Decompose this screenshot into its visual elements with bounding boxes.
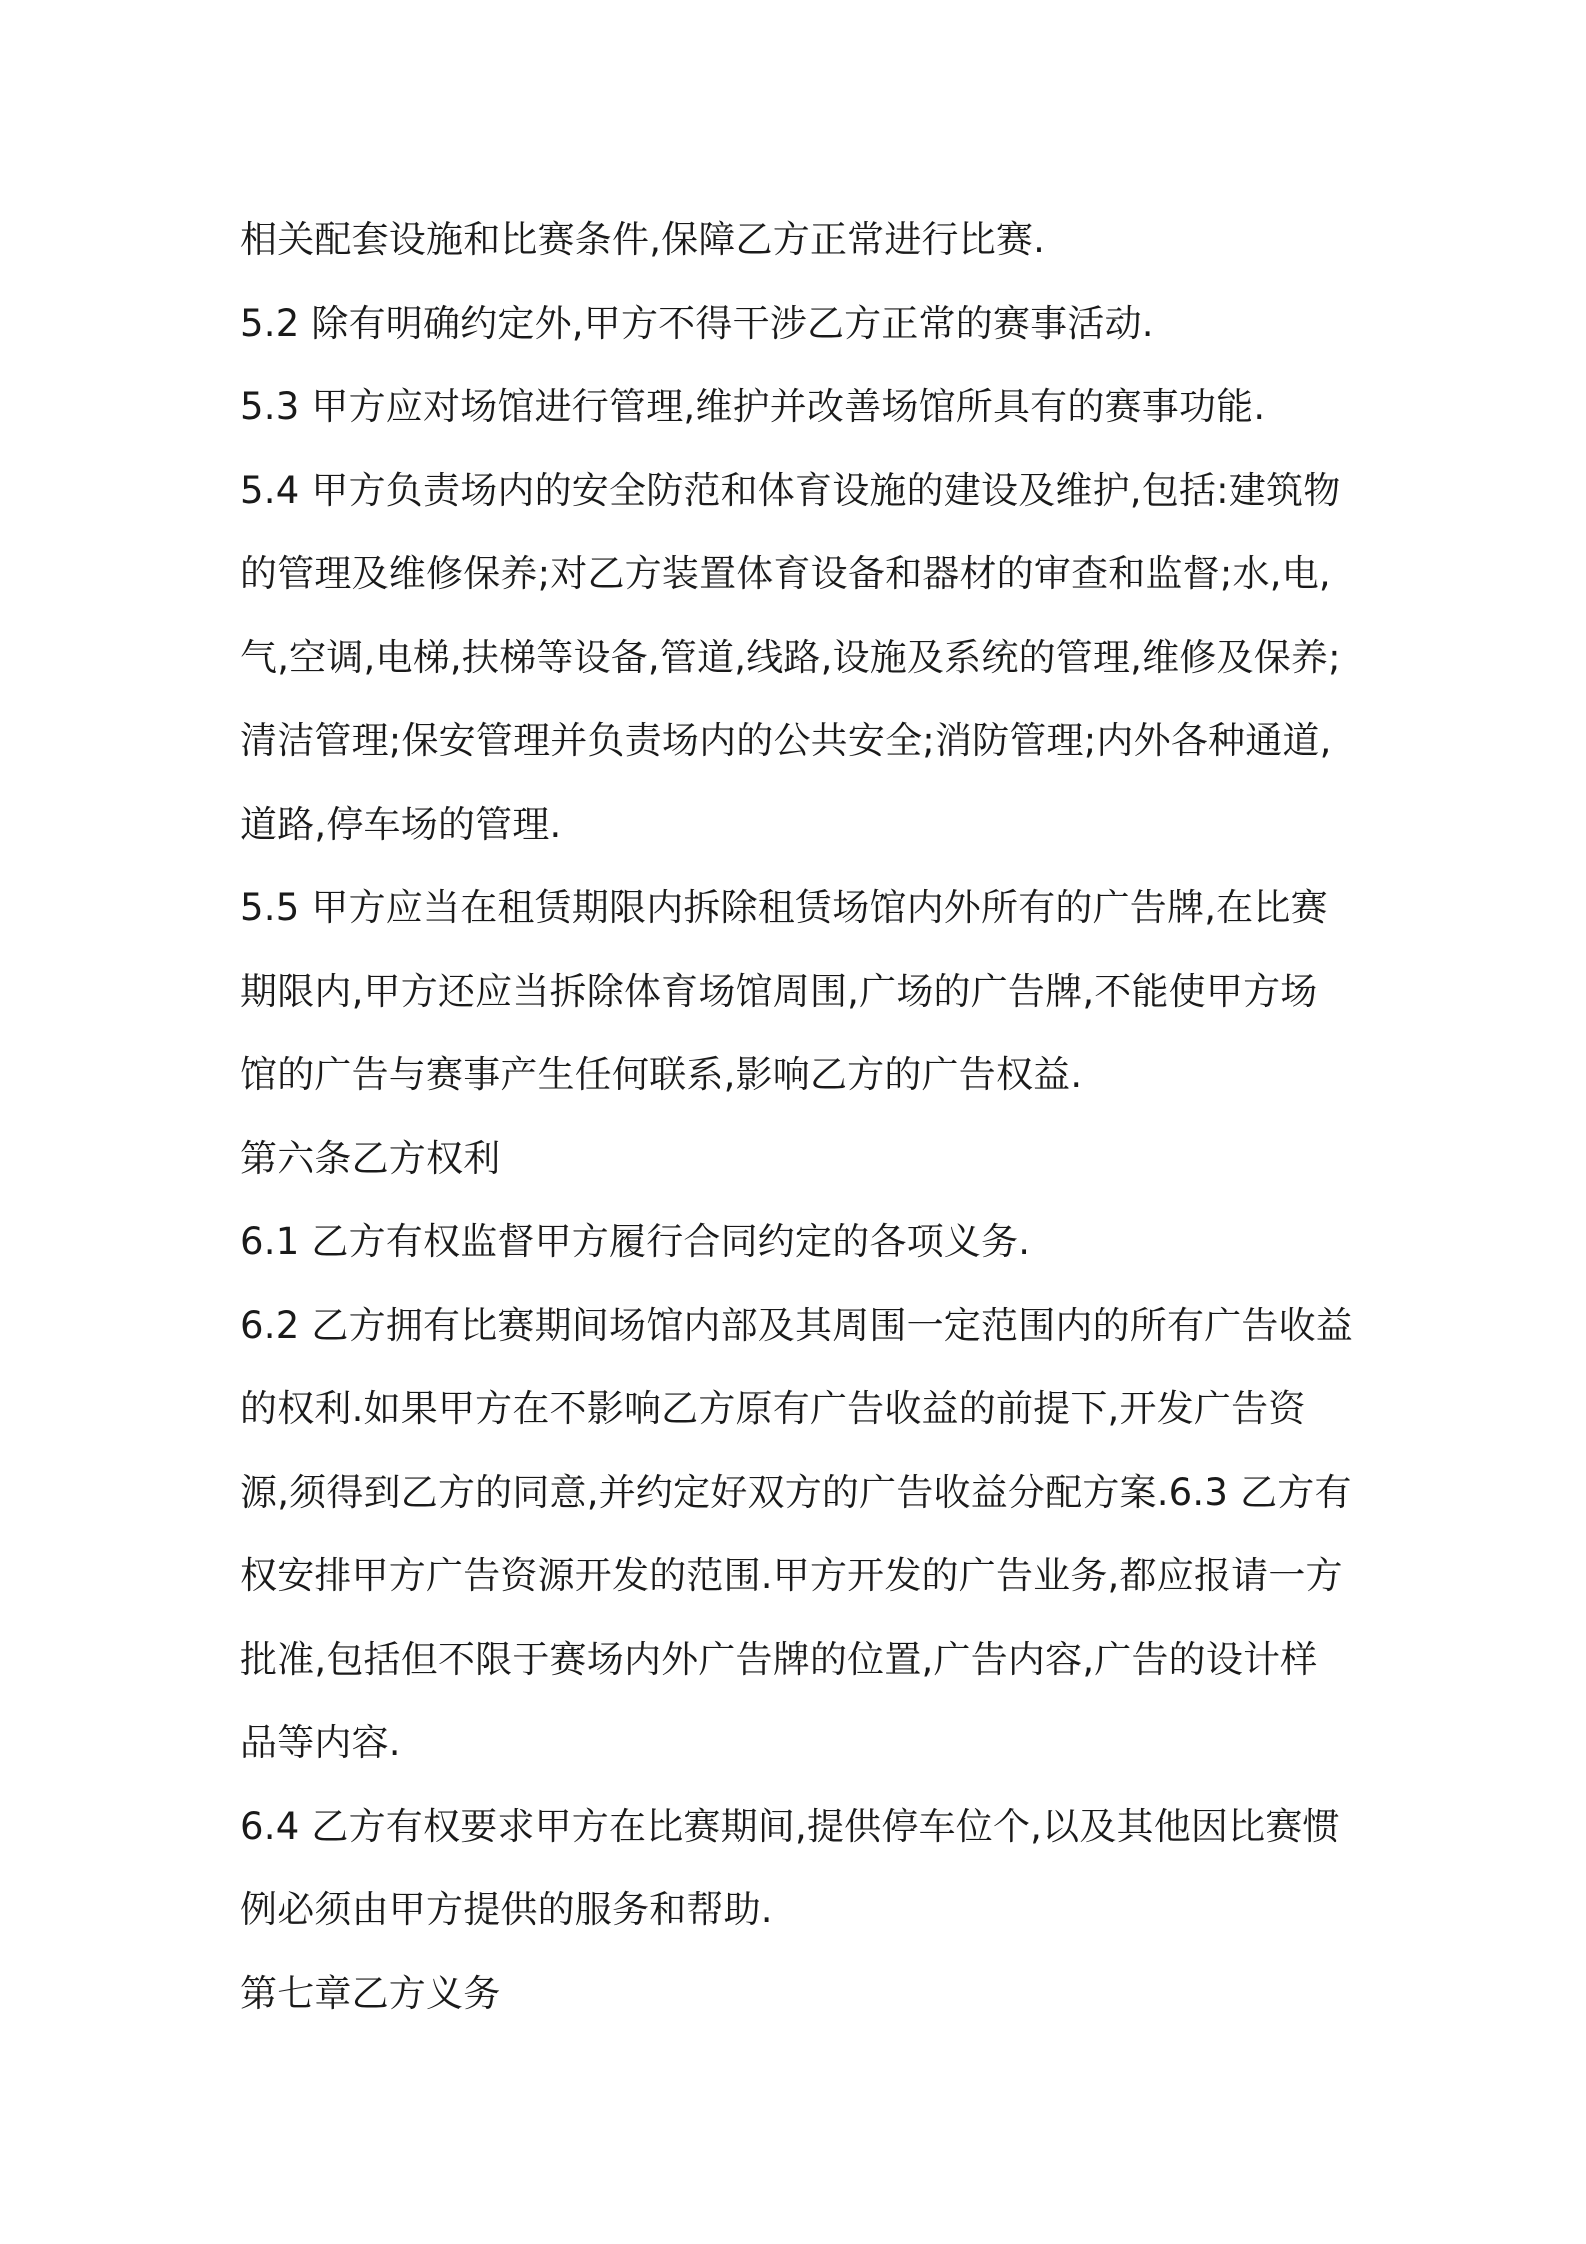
- text-line: 的管理及维修保养;对乙方装置体育设备和器材的审查和监督;水,电,: [240, 552, 1331, 595]
- text-line: 批准,包括但不限于赛场内外广告牌的位置,广告内容,广告的设计样: [240, 1637, 1318, 1681]
- text-line: 清洁管理;保安管理并负责场内的公共安全;消防管理;内外各种通道,: [240, 719, 1332, 762]
- clause-6-1: 6.1 乙方有权监督甲方履行合同约定的各项义务.: [240, 1220, 1031, 1263]
- text-line: 相关配套设施和比赛条件,保障乙方正常进行比赛.: [240, 218, 1046, 261]
- clause-5-4: 5.4 甲方负责场内的安全防范和体育设施的建设及维护,包括:建筑物: [240, 468, 1341, 512]
- section-heading-article-6: 第六条乙方权利: [240, 1136, 501, 1180]
- text-line: 品等内容.: [240, 1721, 401, 1764]
- text-line: 权安排甲方广告资源开发的范围.甲方开发的广告业务,都应报请一方: [240, 1554, 1343, 1597]
- text-line: 例必须由甲方提供的服务和帮助.: [240, 1888, 773, 1931]
- text-line: 道路,停车场的管理.: [240, 802, 562, 846]
- section-heading-chapter-7: 第七章乙方义务: [240, 1971, 501, 2015]
- text-line: 源,须得到乙方的同意,并约定好双方的广告收益分配方案.6.3 乙方有: [240, 1470, 1352, 1514]
- text-line: 馆的广告与赛事产生任何联系,影响乙方的广告权益.: [240, 1053, 1083, 1096]
- clause-5-5: 5.5 甲方应当在租赁期限内拆除租赁场馆内外所有的广告牌,在比赛: [240, 886, 1328, 929]
- text-line: 期限内,甲方还应当拆除体育场馆周围,广场的广告牌,不能使甲方场: [240, 969, 1318, 1013]
- text-line: 的权利.如果甲方在不影响乙方原有广告收益的前提下,开发广告资: [240, 1387, 1306, 1430]
- text-line: 气,空调,电梯,扶梯等设备,管道,线路,设施及系统的管理,维修及保养;: [240, 635, 1341, 679]
- contract-text: [240, 198, 1360, 2035]
- clause-6-4: 6.4 乙方有权要求甲方在比赛期间,提供停车位个,以及其他因比赛惯: [240, 1804, 1340, 1848]
- clause-5-3: 5.3 甲方应对场馆进行管理,维护并改善场馆所具有的赛事功能.: [240, 385, 1266, 428]
- clause-6-2: 6.2 乙方拥有比赛期间场馆内部及其周围一定范围内的所有广告收益: [240, 1303, 1354, 1347]
- clause-5-2: 5.2 除有明确约定外,甲方不得干涉乙方正常的赛事活动.: [240, 301, 1154, 345]
